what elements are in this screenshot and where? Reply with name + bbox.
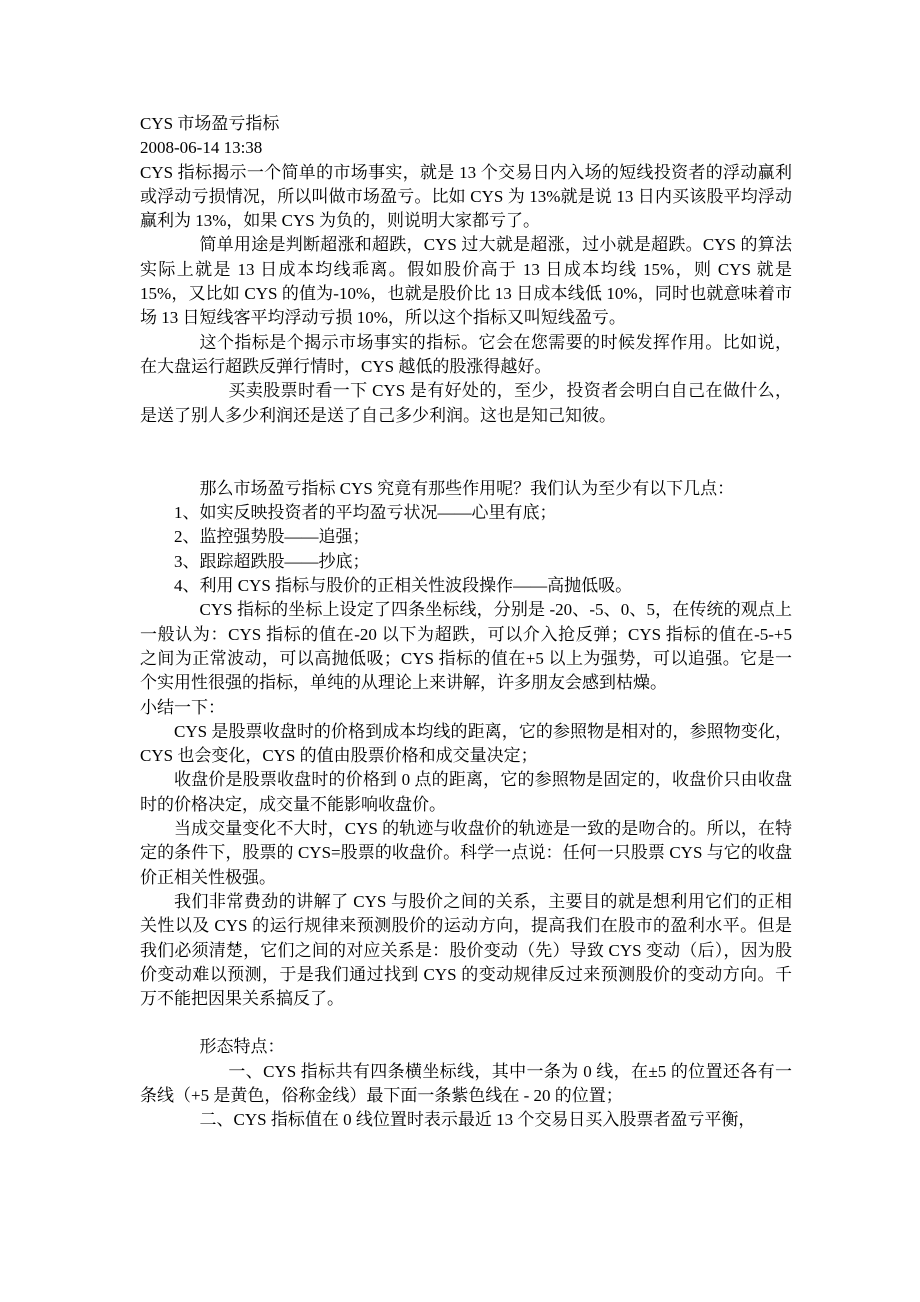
list-item-function-1: 1、如实反映投资者的平均盈亏状况——心里有底；	[174, 503, 557, 523]
paragraph-feature-2: 二、CYS 指标值在 0 线位置时表示最近 13 个交易日买入股票者盈亏平衡，	[199, 1110, 756, 1130]
list-item-function-2: 2、监控强势股——追强；	[174, 527, 370, 547]
paragraph-summary-3: 当成交量变化不大时，CYS 的轨迹与收盘价的轨迹是一致的是吻合的。所以，在特定的条件下，股票的 CYS=股票的收盘价。科学一点说：任何一只股票 CYS 与它的收盘价正相关性极强。	[140, 819, 792, 887]
paragraph-intro: CYS 指标揭示一个简单的市场事实，就是 13 个交易日内入场的短线投资者的浮动赢利或浮动亏损情况，所以叫做市场盈亏。比如 CYS 为 13%就是说 13 日内买该股平均浮动赢利为 13%，如果 CYS 为负的，则说明大家都亏了。	[140, 162, 792, 231]
list-item-function-4: 4、利用 CYS 指标与股价的正相关性波段操作——高抛低吸。	[174, 576, 633, 596]
paragraph-summary-4: 我们非常费劲的讲解了 CYS 与股价之间的关系，主要目的就是想利用它们的正相关性以及 CYS 的运行规律来预测股价的运动方向，提高我们在股市的盈利水平。但是我们必须清楚，它们之间的对应关系是：股价变动（先）导致 CYS 变动（后），因为股价变动难以预测，于是我们通过找到 CYS 的变动规律反过来预测股价的变动方向。千万不能把因果关系搞反了。	[140, 891, 792, 1009]
paragraph-functions-intro: 那么市场盈亏指标 CYS 究竟有那些作用呢？我们认为至少有以下几点：	[199, 478, 735, 498]
paragraph-reveal: 这个指标是个揭示市场事实的指标。它会在您需要的时候发挥作用。比如说，在大盘运行超跌反弹行情时，CYS 越低的股涨得越好。	[140, 332, 792, 376]
paragraph-benefit: 买卖股票时看一下 CYS 是有好处的，至少，投资者会明白自己在做什么，是送了别人多少利润还是送了自己多少利润。这也是知己知彼。	[140, 381, 792, 425]
paragraph-feature-1: 一、CYS 指标共有四条横坐标线，其中一条为 0 线，在±5 的位置还各有一条线（+5 是黄色，俗称金线）最下面一条紫色线在 - 20 的位置；	[140, 1061, 792, 1105]
paragraph-usage: 简单用途是判断超涨和超跌，CYS 过大就是超涨，过小就是超跌。CYS 的算法实际上就是 13 日成本均线乖离。假如股价高于 13 日成本均线 15%，则 CYS 就是 15%，又比如 CYS 的值为-10%，也就是股价比 13 日成本线低 10%，同时也就意味着市场 13 日短线客平均浮动亏损 10%，所以这个指标又叫短线盈亏。	[140, 235, 792, 328]
paragraph-summary-2: 收盘价是股票收盘时的价格到 0 点的距离，它的参照物是固定的，收盘价只由收盘时的价格决定，成交量不能影响收盘价。	[140, 770, 792, 814]
document-date: 2008-06-14 13:38	[140, 138, 263, 158]
features-heading: 形态特点：	[199, 1037, 285, 1057]
paragraph-coordinates: CYS 指标的坐标上设定了四条坐标线，分别是 -20、-5、0、5，在传统的观点上一般认为：CYS 指标的值在-20 以下为超跌，可以介入抢反弹；CYS 指标的值在-5-+5 之间为正常波动，可以高抛低吸；CYS 指标的值在+5 以上为强势，可以追强。它是一个实用性很强的指标，单纯的从理论上来讲解，许多朋友会感到枯燥。	[140, 600, 792, 693]
list-item-function-3: 3、跟踪超跌股——抄底；	[174, 551, 370, 571]
document-page	[140, 112, 792, 1133]
document-title: CYS 市场盈亏指标	[140, 114, 280, 133]
summary-heading: 小结一下：	[140, 697, 225, 717]
paragraph-summary-1: CYS 是股票收盘时的价格到成本均线的距离，它的参照物是相对的，参照物变化，CYS 也会变化，CYS 的值由股票价格和成交量决定；	[140, 721, 792, 766]
